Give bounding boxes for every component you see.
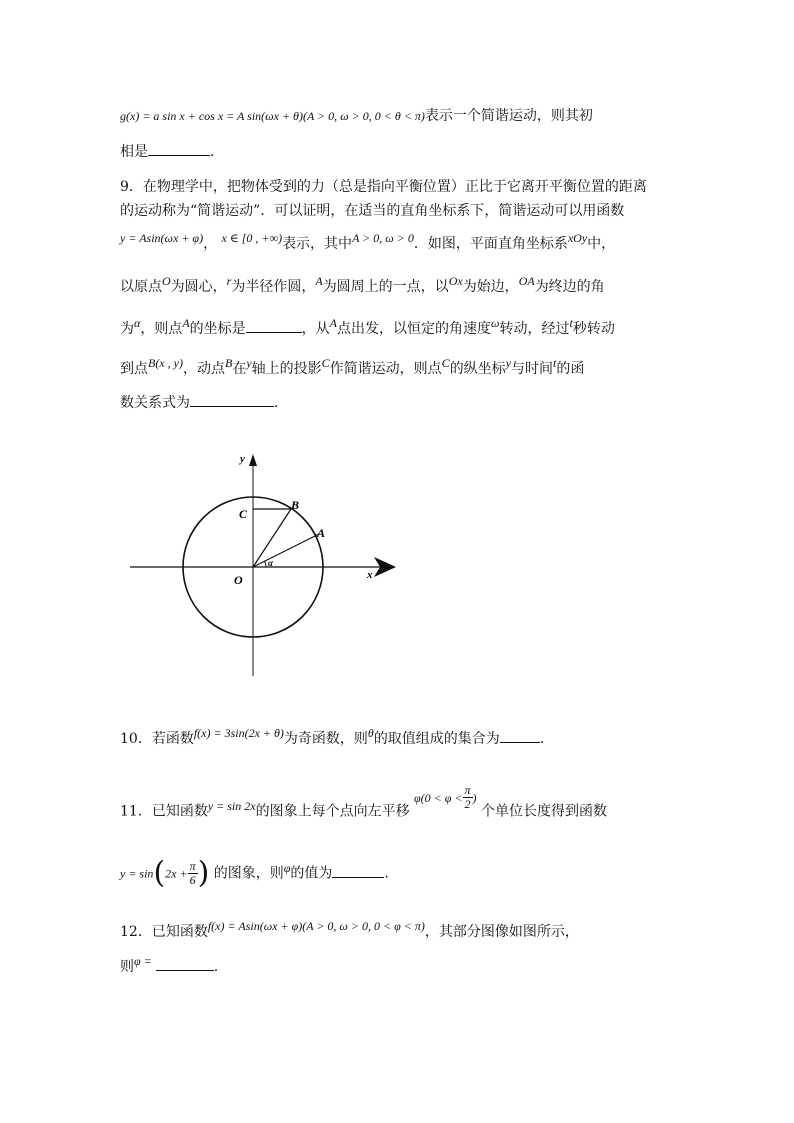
q10-line	[120, 728, 544, 749]
q12-answer-blank[interactable]	[156, 956, 214, 971]
q12-t1: 已知函数	[151, 924, 208, 940]
q10-t3: 的取值组成的集合为	[373, 731, 500, 747]
q12-number: 12．	[120, 924, 152, 940]
q9-l5-t5: 点出发，以恒定的角速度	[337, 321, 491, 337]
q9-l3-f3: A > 0, ω > 0	[352, 231, 414, 245]
label-alpha: α	[268, 558, 273, 568]
q9-line-2	[120, 201, 624, 221]
q11-answer-blank[interactable]	[332, 863, 384, 878]
label-b: B	[291, 498, 300, 512]
q9-l5-f2: A	[182, 316, 190, 330]
q9-l3-f1: y = Asin(ωx + φ)	[120, 231, 204, 245]
q11-f1: y = sin 2x	[207, 798, 256, 813]
q10-end: .	[539, 731, 545, 747]
q9-l5-t2: ，则点	[140, 321, 183, 337]
q8-line-2	[120, 141, 214, 162]
q10-f2: θ	[367, 726, 374, 740]
q11-line-2	[120, 855, 389, 891]
q9-l5-f3: A	[329, 316, 337, 330]
q9-line-7	[120, 392, 278, 413]
q11-paren-left: (	[153, 855, 166, 891]
q11-t2: 的图象上每个点向左平移	[255, 803, 410, 820]
q12-line-1	[120, 919, 579, 942]
q11-frac-pi-2	[463, 784, 473, 811]
q9-l6-f6: y	[505, 356, 512, 370]
q9-l6-t8: 的函	[556, 361, 585, 377]
q9-line-3	[120, 231, 616, 254]
q11-frac-num: π	[464, 783, 471, 797]
q9-l3-t3: 中，	[587, 236, 616, 252]
q9-line-5	[120, 318, 615, 339]
q11-f2b: )	[472, 790, 477, 805]
q12-f2: φ =	[134, 954, 152, 968]
q9-l4-f1: O	[162, 274, 171, 288]
q10-f1: f(x) = 3sin(2x + θ)	[193, 726, 284, 740]
q11-t4: 的图象，则	[213, 865, 284, 882]
q9-l5-t7: 秒转动	[572, 321, 615, 337]
q8-text-2: 相是	[120, 144, 148, 160]
label-o: O	[234, 573, 243, 587]
q9-l7-t1: 数关系式为	[120, 395, 190, 411]
q9-l3-t2: ．如图，平面直角坐标系	[413, 236, 568, 252]
q11-frac2-den: 6	[189, 873, 196, 887]
q12-t3: 则	[120, 959, 134, 975]
q11-f2a: φ(0 < φ <	[414, 790, 463, 805]
q9-l6-t1: 到点	[120, 361, 148, 377]
q10-t1: 若函数	[151, 731, 194, 747]
q9-l6-t2: ，动点	[182, 361, 225, 377]
q11-number: 11．	[120, 803, 152, 820]
q9-l3-f4: xOy	[567, 231, 588, 245]
radius-oa	[253, 534, 319, 567]
q9-l5-f4: ω	[491, 316, 500, 330]
q9-l6-f7: t	[553, 356, 557, 370]
q9-line-4	[120, 274, 605, 297]
y-axis-arrow-icon	[249, 454, 257, 466]
q9-answer-blank-1[interactable]	[246, 318, 302, 333]
q9-number: 9．	[120, 179, 143, 195]
q9-l6-t3: 在	[232, 361, 247, 377]
q9-l4-f2: r	[226, 274, 232, 288]
q9-l6-f3: y	[246, 356, 252, 370]
q12-t2: ，其部分图像如图所示，	[424, 924, 579, 940]
q9-l1: 在物理学中，把物体受到的力（总是指向平衡位置）正比于它离开平衡位置的距离	[142, 179, 647, 195]
q9-l4-t2: 为圆心，	[170, 279, 227, 295]
q11-t1: 已知函数	[151, 803, 208, 820]
q9-l4-t6: 为终边的角	[534, 279, 605, 295]
q9-l5-f1: α	[134, 316, 141, 330]
angle-alpha-arc	[265, 561, 266, 567]
q8-text-1: 表示一个简谐运动，则其初	[424, 108, 593, 124]
q9-l6-t4: 轴上的投影	[251, 361, 322, 377]
q8-formula: g(x) = a sin x + cos x = A sin(ωx + θ)(A > 0, ω > 0, 0 < θ < π)	[120, 109, 425, 123]
q9-l6-f5: C	[441, 356, 450, 370]
q9-l4-t1: 以原点	[120, 279, 162, 295]
q12-end: .	[213, 959, 219, 975]
q9-l6-t6: 的纵坐标	[449, 361, 506, 377]
label-a: A	[317, 526, 326, 540]
q8-end: .	[210, 144, 215, 160]
q9-l5-t4: ，从	[301, 321, 330, 337]
q11-paren-right: )	[197, 855, 210, 891]
q9-l5-f5: t	[569, 316, 573, 330]
q9-l4-f3: A	[315, 274, 323, 288]
q9-l3-t1: 表示，其中	[282, 236, 353, 252]
q9-l5-t3: 的坐标是	[189, 321, 246, 337]
q9-l3-comma: ，	[203, 236, 218, 252]
q9-l2: 的运动称为“简谐运动”．可以证明，在适当的直角坐标系下，简谐运动可以用函数	[120, 203, 625, 219]
q11-f3a: y = sin	[120, 866, 154, 881]
q10-number: 10．	[120, 731, 152, 747]
q11-end: .	[384, 865, 389, 882]
q9-l6-f1: B(x , y)	[148, 356, 183, 370]
q11-phi-range	[414, 783, 477, 811]
q11-frac2-num: π	[189, 859, 196, 873]
q12-line-2	[120, 956, 218, 977]
q9-line-1	[120, 177, 647, 197]
q9-l4-f5: OA	[518, 274, 535, 288]
q10-answer-blank[interactable]	[500, 728, 540, 743]
q9-l6-t7: 与时间	[511, 361, 554, 377]
q11-t3: 个单位长度得到函数	[480, 803, 607, 820]
q9-line-6	[120, 356, 585, 379]
q8-line-1	[120, 106, 593, 126]
q9-l6-f4: C	[321, 356, 330, 370]
q9-l6-f2: B	[224, 356, 233, 370]
q10-t2: 为奇函数，则	[283, 731, 368, 747]
q9-l4-t5: 为始边，	[462, 279, 519, 295]
q11-frac-den: 2	[464, 797, 471, 811]
q11-f4: φ	[283, 860, 291, 875]
q9-l5-t6: 转动，经过	[499, 321, 570, 337]
q12-f1: f(x) = Asin(ωx + φ)(A > 0, ω > 0, 0 < φ < π)	[207, 919, 425, 933]
q8-answer-blank[interactable]	[148, 141, 210, 156]
q9-answer-blank-2[interactable]	[190, 392, 274, 407]
q9-l5-t1: 为	[120, 321, 134, 337]
q9-l4-t3: 为半径作圆，	[231, 279, 316, 295]
y-axis-label: y	[240, 453, 245, 465]
q11-frac-pi-6	[188, 860, 198, 887]
label-c: C	[239, 507, 248, 521]
q11-t5: 的值为	[290, 865, 333, 882]
q11-line-1	[120, 783, 607, 825]
q9-l3-f2: x ∈ [0 , +∞)	[221, 231, 283, 245]
x-axis-label: x	[367, 569, 373, 581]
q9-l4-f4: Ox	[448, 274, 463, 288]
q9-l4-t4: 为圆周上的一点，以	[322, 279, 449, 295]
q11-f3b: 2x +	[165, 866, 188, 881]
unit-circle-figure	[128, 450, 398, 680]
q9-l6-t5: 作简谐运动，则点	[329, 361, 442, 377]
q9-l7-end: .	[274, 395, 279, 411]
